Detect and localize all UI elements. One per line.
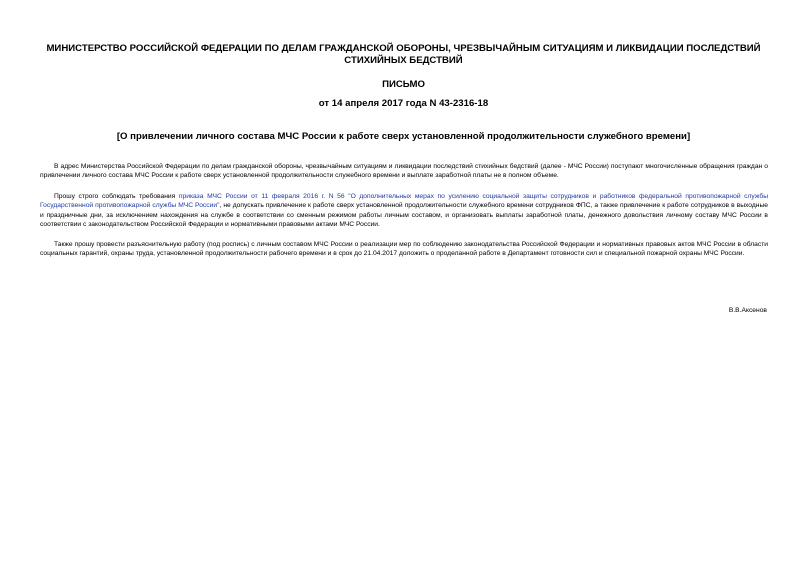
signature: В.В.Аксенов <box>728 307 767 314</box>
paragraph-2-lead: Прошу строго соблюдать требования <box>54 193 179 200</box>
document-date-number: от 14 апреля 2017 года N 43-2316-18 <box>318 98 489 109</box>
ministry-heading: МИНИСТЕРСТВО РОССИЙСКОЙ ФЕДЕРАЦИИ ПО ДЕЛАМ ГРАЖДАНСКОЙ ОБОРОНЫ, ЧРЕЗВЫЧАЙНЫМ СИТУАЦИЯМ И ЛИКВИДАЦИИ ПОСЛЕДСТВИЙ СТИХИЙНЫХ БЕДСТВИЙ <box>46 43 761 66</box>
order-link[interactable]: приказа МЧС России от 11 февраля 2016 г. N 56 "О дополнительных мерах по усилению социальной защиты сотрудников и работников федеральной противопожарной службы Государственной противопожарной службы МЧС России" <box>40 193 769 210</box>
document-type: ПИСЬМО <box>382 79 425 90</box>
paragraph-2 <box>40 192 768 229</box>
paragraph-2-rest: , не допускать привлечение к работе сверх установленной продолжительности служебного времени сотрудников ФПС, а также привлечение к работе сотрудников в выходные и праздничные дни, за исключением нахождения на службе в соответствии со сменным режимом работы личным составом, и организовать выплаты заработной платы, денежного довольствия личному составу МЧС России в соответствии с законодательством Российской Федерации и нормативными правовыми актами МЧС России. <box>40 202 769 228</box>
document-title: [О привлечении личного состава МЧС России к работе сверх установленной продолжительности служебного времени] <box>116 131 691 142</box>
paragraph-3: Также прошу провести разъяснительную работу (под роспись) с личным составом МЧС России о реализации мер по соблюдению законодательства Российской Федерации и нормативных правовых актов МЧС России в области социальных гарантий, охраны труда, установленной продолжительности рабочего времени и в срок до 21.04.2017 доложить о проделанной работе в Департамент готовности сил и специальной пожарной охраны МЧС России. <box>40 241 768 258</box>
paragraph-1: В адрес Министерства Российской Федерации по делам гражданской обороны, чрезвычайным ситуациям и ликвидации последствий стихийных бедствий (далее - МЧС России) поступают многочисленные обращения граждан о привлечении личного состава МЧС России к работе сверх установленной продолжительности служебного времени и выплате заработной платы не в полном объеме. <box>40 163 768 180</box>
